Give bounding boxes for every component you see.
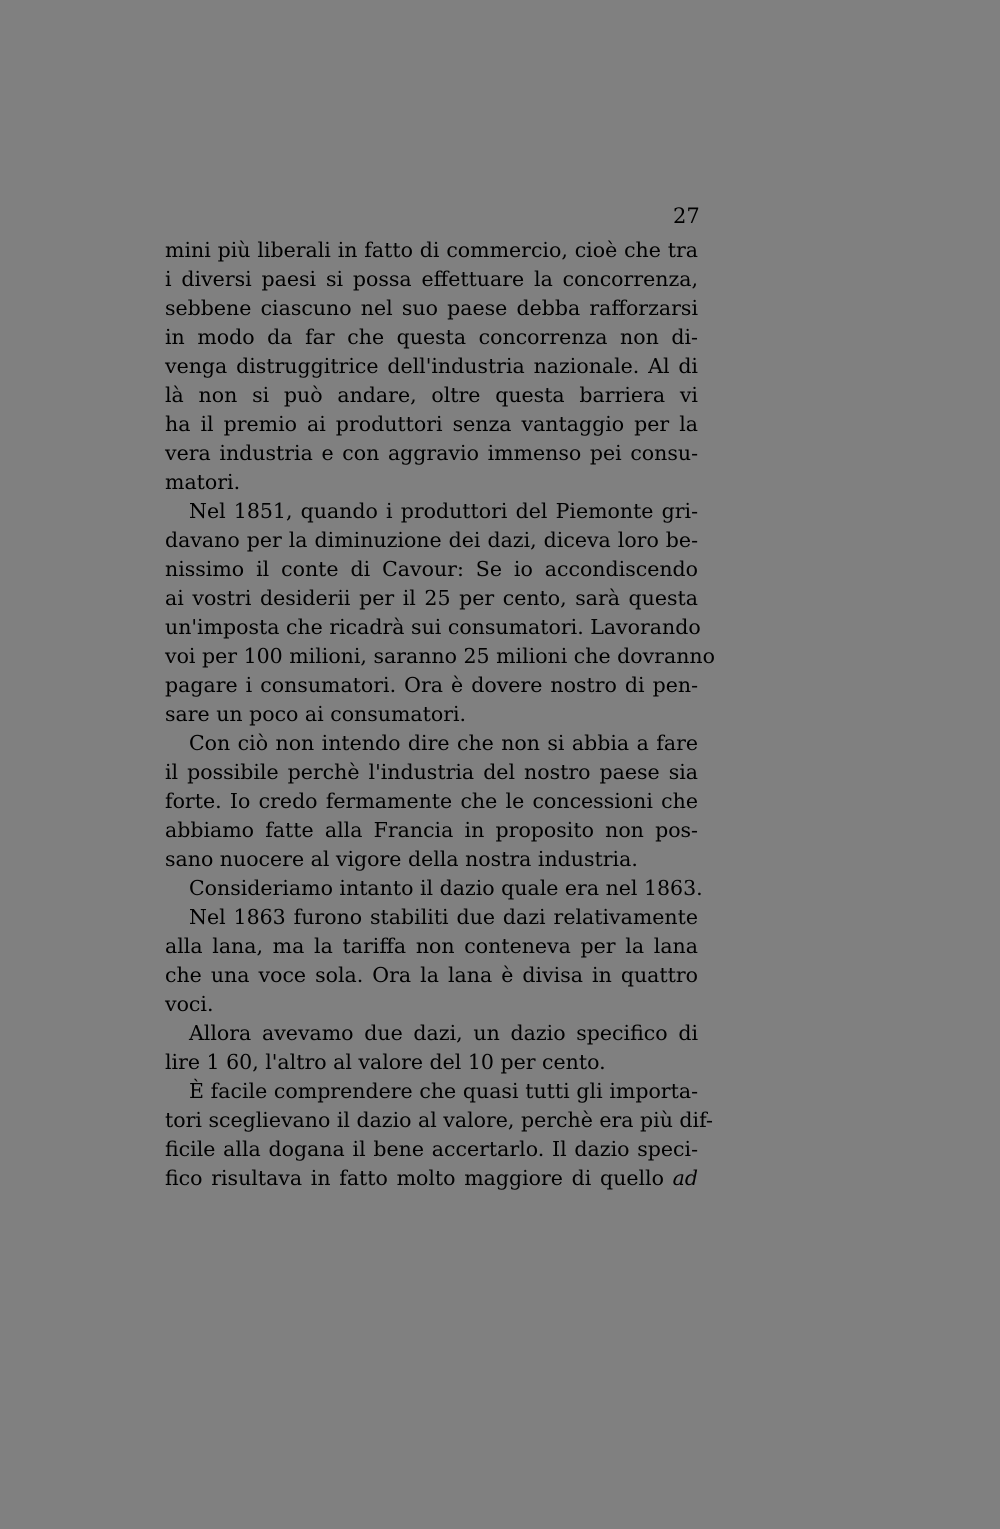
text-line: forte. Io credo fermamente che le concessioni che xyxy=(165,789,698,813)
text-line-last xyxy=(165,1164,698,1193)
text-line: in modo da far che questa concorrenza non di- xyxy=(165,325,698,349)
paragraph-first-line: È facile comprendere che quasi tutti gli importa- xyxy=(189,1079,698,1103)
text-line: matori. xyxy=(165,470,241,494)
text-line: venga distruggitrice dell'industria nazionale. Al di xyxy=(165,354,698,378)
text-line: alla lana, ma la tariffa non conteneva per la lana xyxy=(165,934,698,958)
text-line: ai vostri desiderii per il 25 per cento, sarà questa xyxy=(165,586,698,610)
text-line: mini più liberali in fatto di commercio, cioè che tra xyxy=(165,238,698,262)
italic-word: ad xyxy=(672,1166,698,1190)
text-line: tori sceglievano il dazio al valore, perchè era più dif- xyxy=(165,1108,713,1132)
text-line: ha il premio ai produttori senza vantaggio per la xyxy=(165,412,698,436)
text-line: pagare i consumatori. Ora è dovere nostro di pen- xyxy=(165,673,698,697)
paragraph-first-line: Nel 1863 furono stabiliti due dazi relativamente xyxy=(189,905,698,929)
text-line: voi per 100 milioni, saranno 25 milioni che dovranno xyxy=(165,644,715,668)
text-line: sano nuocere al vigore della nostra industria. xyxy=(165,847,638,871)
body-text xyxy=(165,236,715,1193)
text-line: vera industria e con aggravio immenso pei consu- xyxy=(165,441,698,465)
paragraph-first-line: Allora avevamo due dazi, un dazio specifico di xyxy=(189,1021,698,1045)
text-line: il possibile perchè l'industria del nostro paese sia xyxy=(165,760,698,784)
page-number: 27 xyxy=(673,204,700,228)
paragraph-first-line: Nel 1851, quando i produttori del Piemonte gri- xyxy=(189,499,698,523)
text-line-content: fico risultava in fatto molto maggiore di quello xyxy=(165,1166,664,1190)
paragraph-first-line: Consideriamo intanto il dazio quale era nel 1863. xyxy=(189,876,703,900)
text-line: nissimo il conte di Cavour: Se io accondiscendo xyxy=(165,557,698,581)
text-line: davano per la diminuzione dei dazi, diceva loro be- xyxy=(165,528,698,552)
text-line: ficile alla dogana il bene accertarlo. Il dazio speci- xyxy=(165,1137,698,1161)
text-line: che una voce sola. Ora la lana è divisa in quattro xyxy=(165,963,698,987)
text-line: sebbene ciascuno nel suo paese debba rafforzarsi xyxy=(165,296,698,320)
text-line: lire 1 60, l'altro al valore del 10 per cento. xyxy=(165,1050,606,1074)
text-line: i diversi paesi si possa effettuare la concorrenza, xyxy=(165,267,698,291)
paragraph-first-line: Con ciò non intendo dire che non si abbia a fare xyxy=(189,731,698,755)
text-line: sare un poco ai consumatori. xyxy=(165,702,467,726)
text-line: voci. xyxy=(165,992,214,1016)
text-line: abbiamo fatte alla Francia in proposito non pos- xyxy=(165,818,698,842)
text-line: là non si può andare, oltre questa barriera vi xyxy=(165,383,698,407)
text-line: un'imposta che ricadrà sui consumatori. Lavorando xyxy=(165,615,701,639)
